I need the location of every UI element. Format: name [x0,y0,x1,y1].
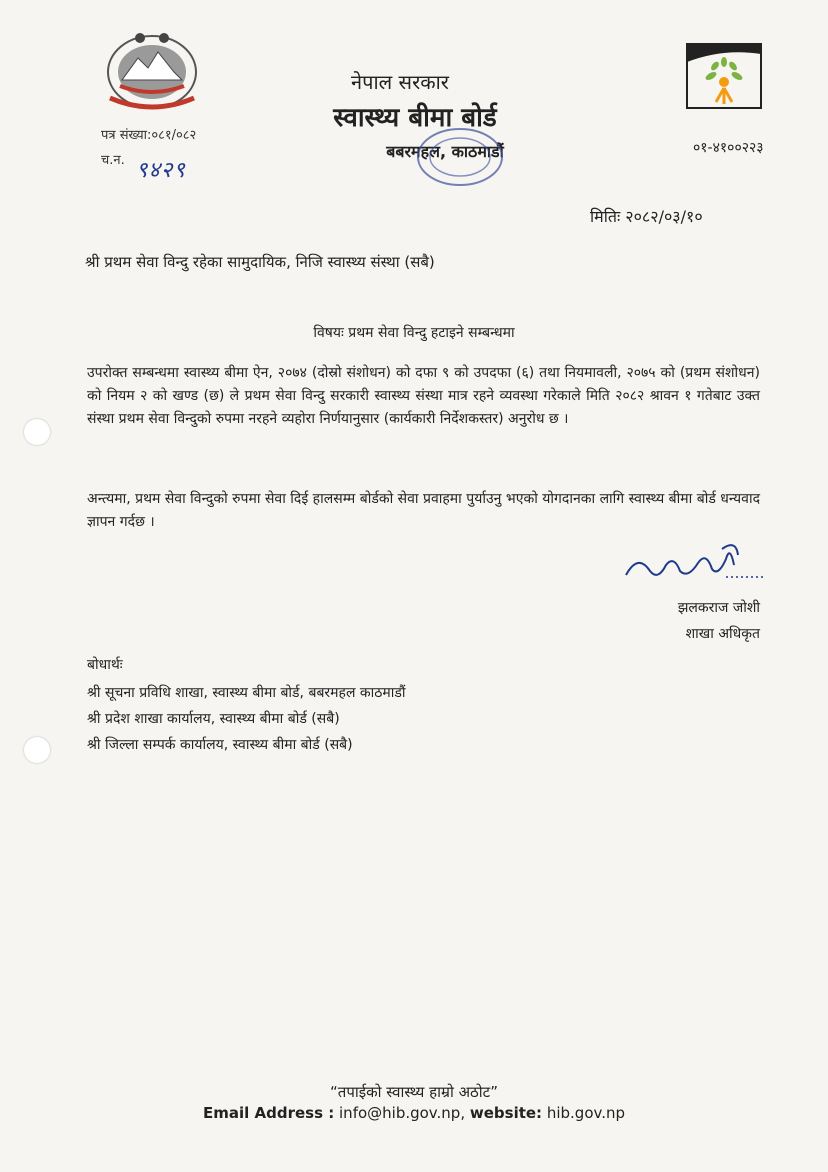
subject-line: विषयः प्रथम सेवा विन्दु हटाइने सम्बन्धमा [313,325,515,341]
cc-item: श्री जिल्ला सम्पर्क कार्यालय, स्वास्थ्य बीमा बोर्ड (सबै) [87,737,353,753]
website-label: website: [469,1104,543,1122]
body-paragraph: उपरोक्त सम्बन्धमा स्वास्थ्य बीमा ऐन, २०७४ (दोस्रो संशोधन) को दफा ९ को उपदफा (६) तथा नियमावली, २०७५ को (प्रथम संशोधन) को नियम २ को खण्ड (छ) ले प्रथम सेवा विन्दु सरकारी स्वास्थ्य संस्था मात्र रहने व्यवस्था गरेकाले मिति २०८२ श्रावन १ गतेबाट उक्त संस्था प्रथम सेवा विन्दुको रुपमा नरहने व्यहोरा निर्णयानुसार (कार्यकारी निर्देशकस्तर) अनुरोध छ । [87,365,760,427]
website-link[interactable]: hib.gov.np [546,1104,626,1122]
body-paragraph: अन्त्यमा, प्रथम सेवा विन्दुको रुपमा सेवा दिई हालसम्म बोर्डको सेवा प्रवाहमा पुर्याउनु भएको योगदानका लागि स्वास्थ्य बीमा बोर्ड धन्यवाद ज्ञापन गर्दछ । [87,491,760,530]
cc-item: श्री सूचना प्रविधि शाखा, स्वास्थ्य बीमा बोर्ड, बबरमहल काठमाडौं [87,685,406,701]
cc-list [87,680,406,758]
nepal-emblem-icon [100,28,204,112]
letter-number [101,125,196,143]
letter-number-label: पत्र संख्या: [101,128,152,143]
footer-slogan: “तपाईको स्वास्थ्य हाम्रो अठोट” [330,1083,498,1101]
recipient: श्री प्रथम सेवा विन्दु रहेका सामुदायिक, निजि स्वास्थ्य संस्था (सबै) [85,253,435,271]
dispatch-number-value: ९४२९ [136,158,186,183]
cc-item: श्री प्रदेश शाखा कार्यालय, स्वास्थ्य बीमा बोर्ड (सबै) [87,711,340,727]
email-label: Email Address : [202,1104,335,1122]
punch-hole [24,419,50,445]
footer-contact [0,1104,828,1122]
punch-hole [24,737,50,763]
letter-date: मितिः २०८२/०३/१० [590,207,703,226]
government-line: नेपाल सरकार [351,70,449,94]
hib-logo-icon [683,40,765,114]
dispatch-number-label: च.न. [101,153,125,168]
office-stamp-icon [410,122,510,192]
email-link[interactable]: info@hib.gov.np, [339,1104,466,1122]
cc-heading: बोधार्थः [87,657,123,673]
signature-icon [618,535,768,587]
letter-number-value: ०८१/०८२ [151,128,197,143]
signatory-name: झलकराज जोशी [677,600,760,616]
organization-location: बबरमहल, काठमाडौं [386,142,504,161]
signatory-title: शाखा अधिकृत [685,626,760,642]
phone-number: ०१-४१००२२३ [693,140,764,156]
organization-name: स्वास्थ्य बीमा बोर्ड [333,103,497,133]
